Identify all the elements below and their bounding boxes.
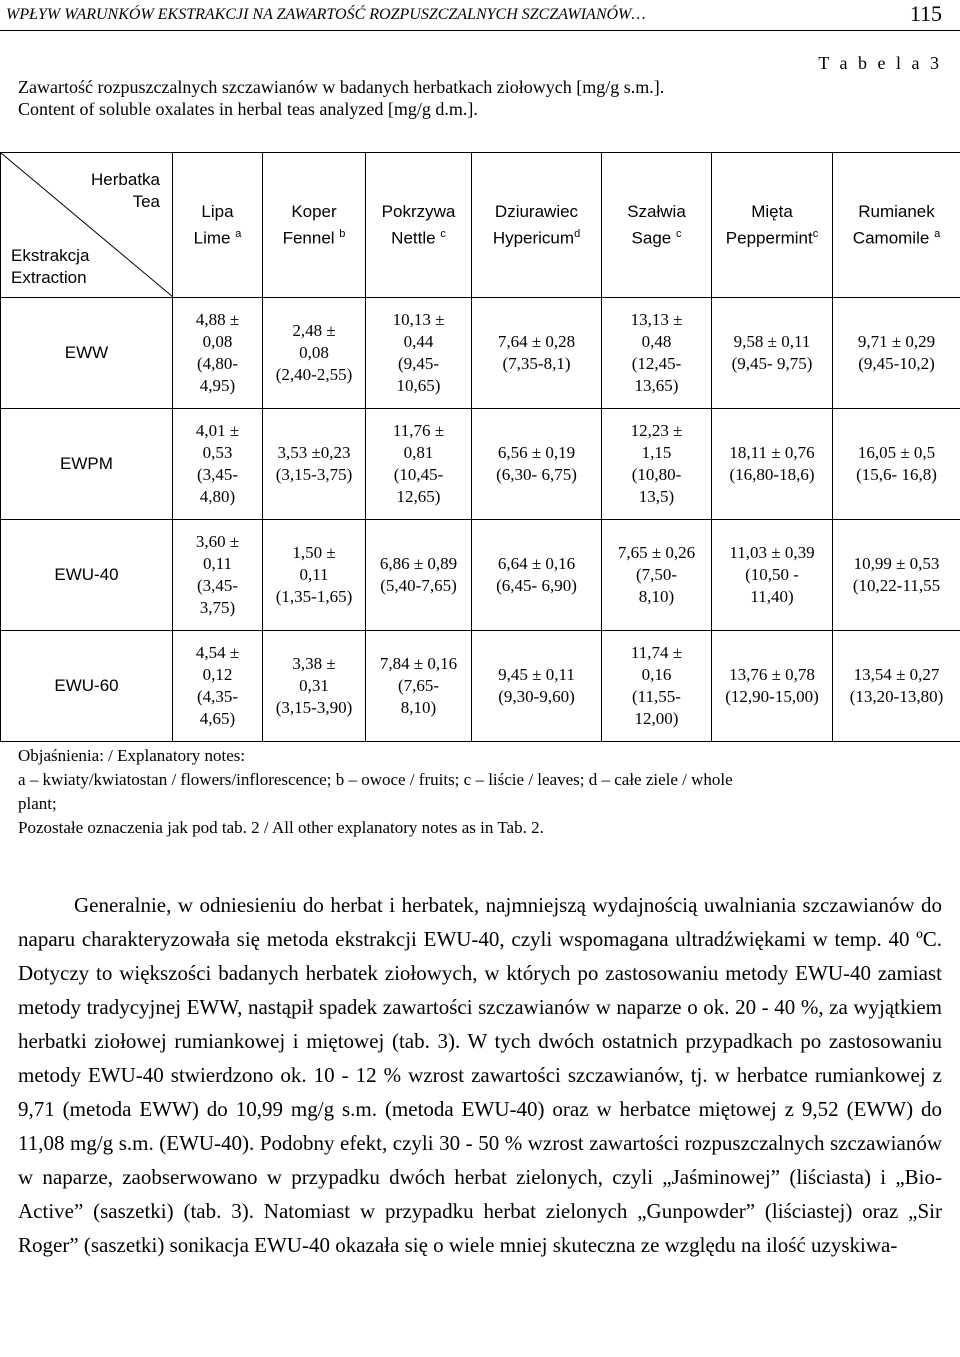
- cell-line: (12,90-15,00): [725, 687, 819, 706]
- cell-line: 6,56 ± 0,19: [497, 443, 576, 462]
- cell-line: 8,10): [400, 698, 437, 717]
- cell-line: (3,15-3,90): [275, 698, 353, 717]
- column-header-pl: Lipa: [201, 201, 234, 221]
- cell-line: 13,5): [638, 487, 675, 506]
- cell-line: (4,80-: [196, 354, 239, 373]
- column-header-en: Peppermint: [725, 228, 813, 248]
- column-header: [833, 153, 960, 298]
- row-label: EWPM: [1, 409, 173, 520]
- cell-line: 0,16: [641, 665, 672, 684]
- cell-line: 4,65): [199, 709, 236, 728]
- cell-line: 12,00): [634, 709, 679, 728]
- row-label: EWU-60: [1, 631, 173, 742]
- column-header: [263, 153, 366, 298]
- corner-tea-label: [91, 169, 160, 213]
- cell-line: 0,08: [299, 343, 329, 362]
- table-cell: [472, 298, 602, 409]
- column-header-en: Fennel: [282, 228, 335, 248]
- column-header-en: Sage: [631, 228, 672, 248]
- cell-line: (12,45-: [631, 354, 682, 373]
- column-header-sup: c: [675, 227, 682, 240]
- cell-line: 10,65): [396, 376, 441, 395]
- cell-line: (6,30- 6,75): [496, 465, 577, 484]
- table-cell: [833, 520, 960, 631]
- cell-line: (9,45-10,2): [858, 354, 935, 373]
- column-header: [602, 153, 712, 298]
- cell-line: 7,64 ± 0,28: [497, 332, 576, 351]
- cell-line: 11,03 ± 0,39: [729, 543, 815, 562]
- cell-line: 11,40): [750, 587, 794, 606]
- table-cell: [833, 409, 960, 520]
- cell-line: 1,50 ±: [292, 543, 336, 562]
- caption-polish: Zawartość rozpuszczalnych szczawianów w badanych herbatkach ziołowych [mg/g s.m.].: [18, 77, 665, 97]
- cell-line: 4,54 ±: [195, 643, 240, 662]
- table-caption: [18, 76, 664, 120]
- cell-line: 12,23 ±: [630, 421, 683, 440]
- cell-line: 16,05 ± 0,5: [857, 443, 936, 462]
- table-cell: [263, 298, 366, 409]
- table-cell: [173, 520, 263, 631]
- body-paragraph-text: Generalnie, w odniesieniu do herbat i herbatek, najmniejszą wydajnością uwalniania szczawianów do naparu charakteryzowała się metoda ekstrakcji EWU-40, czyli wspomagana ultradźwiękami w temp. 40 ºC. Dotyczy to większości badanych herbatek ziołowych, w których po zastosowaniu metody EWU-40 zamiast metody tradycyjnej EWW, nastąpił spadek zawartości szczawianów w naparze o ok. 20 - 40 %, za wyjątkiem herbatki ziołowej rumiankowej i miętowej (tab. 3). W tych dwóch ostatnich przypadkach po zastosowaniu metody EWU-40 stwierdzono ok. 10 - 12 % wzrost zawartości szczawianów, tj. w herbatce rumiankowej z 9,71 (metoda EWW) do 10,99 mg/g s.m. (metoda EWU-40) oraz w herbatce miętowej z 9,52 (EWW) do 11,08 mg/g s.m. (EWU-40). Podobny efekt, czyli 30 - 50 % wzrost zawartości rozpuszczalnych szczawianów w naparze, zaobserwowano w przypadku dwóch herbat zielonych, czyli „Jaśminowej” (liściasta) i „Bio-Active” (saszetki) (tab. 3). Natomiast w przypadku herbat zielonych „Gunpowder” (liściastej) oraz „Sir Roger” (saszetki) sonikacja EWU-40 okazała się o wiele mniej skuteczna ze względu na ilość uzyskiwa-: [18, 893, 942, 1257]
- cell-line: (2,40-2,55): [275, 365, 353, 384]
- explanatory-notes: [18, 744, 948, 840]
- cell-line: (10,80-: [631, 465, 682, 484]
- cell-line: 7,84 ± 0,16: [379, 654, 458, 673]
- table-cell: [173, 298, 263, 409]
- running-header: [0, 0, 960, 31]
- notes-title: Objaśnienia: / Explanatory notes:: [18, 746, 246, 765]
- notes-legend: a – kwiaty/kwiatostan / flowers/inflorescence; b – owoce / fruits; c – liście / leaves; d – całe ziele / whole: [18, 770, 733, 789]
- table-row: [1, 631, 960, 742]
- corner-tea-en: Tea: [132, 192, 160, 211]
- table-row: [1, 520, 960, 631]
- table-cell: [833, 298, 960, 409]
- cell-line: 0,11: [299, 565, 329, 584]
- cell-line: (1,35-1,65): [275, 587, 353, 606]
- table-cell: [263, 520, 366, 631]
- table-cell: [712, 409, 833, 520]
- cell-line: 2,48 ±: [292, 321, 336, 340]
- column-header-sup: c: [812, 227, 819, 240]
- table-cell: [602, 631, 712, 742]
- table-header-row: [1, 153, 960, 298]
- cell-line: 0,11: [202, 554, 233, 573]
- cell-line: (10,45-: [393, 465, 444, 484]
- table-cell: [263, 409, 366, 520]
- column-header-pl: Pokrzywa: [381, 201, 456, 221]
- cell-line: (11,55-: [632, 687, 681, 706]
- cell-line: 0,12: [202, 665, 233, 684]
- cell-line: 10,99 ± 0,53: [853, 554, 940, 573]
- table-cell: [833, 631, 960, 742]
- cell-line: 4,95): [199, 376, 236, 395]
- table-cell: [173, 409, 263, 520]
- cell-line: 11,76 ±: [392, 421, 445, 440]
- cell-line: 13,65): [634, 376, 679, 395]
- cell-line: (3,15-3,75): [275, 465, 353, 484]
- column-header-sup: a: [235, 227, 242, 240]
- cell-line: (16,80-18,6): [729, 465, 815, 484]
- cell-line: (3,45-: [196, 576, 239, 595]
- table-cell: [712, 520, 833, 631]
- table-cell: [366, 298, 472, 409]
- cell-line: 10,13 ±: [392, 310, 445, 329]
- cell-line: 0,08: [202, 332, 233, 351]
- cell-line: (10,50 -: [745, 565, 799, 584]
- cell-line: 4,01 ±: [195, 421, 240, 440]
- column-header-pl: Dziurawiec: [494, 201, 579, 221]
- column-header-sup: a: [934, 227, 941, 240]
- page-number: 115: [909, 1, 942, 26]
- table-cell: [472, 409, 602, 520]
- cell-line: (13,20-13,80): [849, 687, 944, 706]
- column-header-sup: b: [339, 227, 346, 240]
- table-cell: [263, 631, 366, 742]
- table-cell: [712, 298, 833, 409]
- cell-line: 8,10): [638, 587, 675, 606]
- cell-line: 12,65): [396, 487, 441, 506]
- cell-line: 13,76 ± 0,78: [729, 665, 815, 684]
- cell-line: 0,81: [403, 443, 434, 462]
- table-cell: [712, 631, 833, 742]
- oxalate-table: [0, 152, 960, 742]
- cell-line: (6,45- 6,90): [496, 576, 577, 595]
- cell-line: 9,58 ± 0,11: [733, 332, 811, 351]
- row-label: EWW: [1, 298, 173, 409]
- table-cell: [472, 520, 602, 631]
- column-header-en: Hypericum: [492, 228, 575, 248]
- running-title: WPŁYW WARUNKÓW EKSTRAKCJI NA ZAWARTOŚĆ ROZPUSZCZALNYCH SZCZAWIANÓW…: [6, 6, 646, 23]
- notes-legend-cont: plant;: [18, 794, 57, 813]
- column-header: [173, 153, 263, 298]
- cell-line: (7,50-: [635, 565, 678, 584]
- cell-line: (4,35-: [196, 687, 239, 706]
- corner-cell: [1, 153, 173, 298]
- column-header-sup: d: [574, 227, 581, 240]
- corner-tea-pl: Herbatka: [91, 170, 160, 189]
- cell-line: 4,88 ±: [195, 310, 240, 329]
- table-number: T a b e l a 3: [818, 53, 942, 73]
- table-cell: [472, 631, 602, 742]
- corner-extraction-en: Extraction: [11, 268, 87, 287]
- column-header-en: Lime: [193, 228, 231, 248]
- table-cell: [602, 298, 712, 409]
- cell-line: 0,48: [641, 332, 672, 351]
- cell-line: (7,35-8,1): [502, 354, 571, 373]
- column-header-pl: Mięta: [751, 201, 793, 221]
- cell-line: 1,15: [641, 443, 672, 462]
- table-cell: [366, 409, 472, 520]
- cell-line: 3,38 ±: [292, 654, 336, 673]
- table-body: [1, 298, 960, 742]
- table-cell: [173, 631, 263, 742]
- table-cell: [366, 520, 472, 631]
- cell-line: (9,45- 9,75): [731, 354, 813, 373]
- notes-other: Pozostałe oznaczenia jak pod tab. 2 / All other explanatory notes as in Tab. 2.: [18, 818, 544, 837]
- cell-line: (9,45-: [397, 354, 440, 373]
- column-header-en: Camomile: [852, 228, 930, 248]
- column-header-sup: c: [440, 227, 446, 240]
- table-cell: [366, 631, 472, 742]
- column-header-en: Nettle: [391, 228, 436, 248]
- cell-line: (10,22-11,55: [852, 576, 941, 595]
- cell-line: (7,65-: [397, 676, 440, 695]
- corner-extraction-label: [11, 245, 89, 289]
- cell-line: 3,75): [199, 598, 236, 617]
- column-header: [366, 153, 472, 298]
- cell-line: 9,71 ± 0,29: [857, 332, 936, 351]
- table-row: [1, 298, 960, 409]
- cell-line: 13,13 ±: [630, 310, 683, 329]
- row-label: EWU-40: [1, 520, 173, 631]
- cell-line: 4,80): [199, 487, 236, 506]
- column-header-pl: Szałwia: [627, 201, 686, 221]
- column-header: [472, 153, 602, 298]
- cell-line: 0,44: [403, 332, 434, 351]
- cell-line: 9,45 ± 0,11: [498, 665, 575, 684]
- body-paragraph: [18, 888, 942, 1262]
- cell-line: 3,60 ±: [195, 532, 240, 551]
- cell-line: (15,6- 16,8): [856, 465, 937, 484]
- column-header: [712, 153, 833, 298]
- caption-english: Content of soluble oxalates in herbal teas analyzed [mg/g d.m.].: [18, 99, 478, 119]
- cell-line: 6,64 ± 0,16: [497, 554, 576, 573]
- cell-line: 11,74 ±: [630, 643, 683, 662]
- cell-line: (5,40-7,65): [380, 576, 457, 595]
- cell-line: 13,54 ± 0,27: [853, 665, 940, 684]
- cell-line: 0,31: [299, 676, 329, 695]
- table-cell: [602, 409, 712, 520]
- cell-line: 6,86 ± 0,89: [379, 554, 458, 573]
- cell-line: (3,45-: [196, 465, 239, 484]
- column-header-pl: Koper: [291, 201, 337, 221]
- cell-line: 18,11 ± 0,76: [729, 443, 815, 462]
- table-cell: [602, 520, 712, 631]
- cell-line: 0,53: [202, 443, 233, 462]
- table-row: [1, 409, 960, 520]
- cell-line: (9,30-9,60): [498, 687, 575, 706]
- column-header-pl: Rumianek: [858, 201, 935, 221]
- cell-line: 3,53 ±0,23: [277, 443, 351, 462]
- corner-extraction-pl: Ekstrakcja: [11, 246, 90, 265]
- cell-line: 7,65 ± 0,26: [617, 543, 696, 562]
